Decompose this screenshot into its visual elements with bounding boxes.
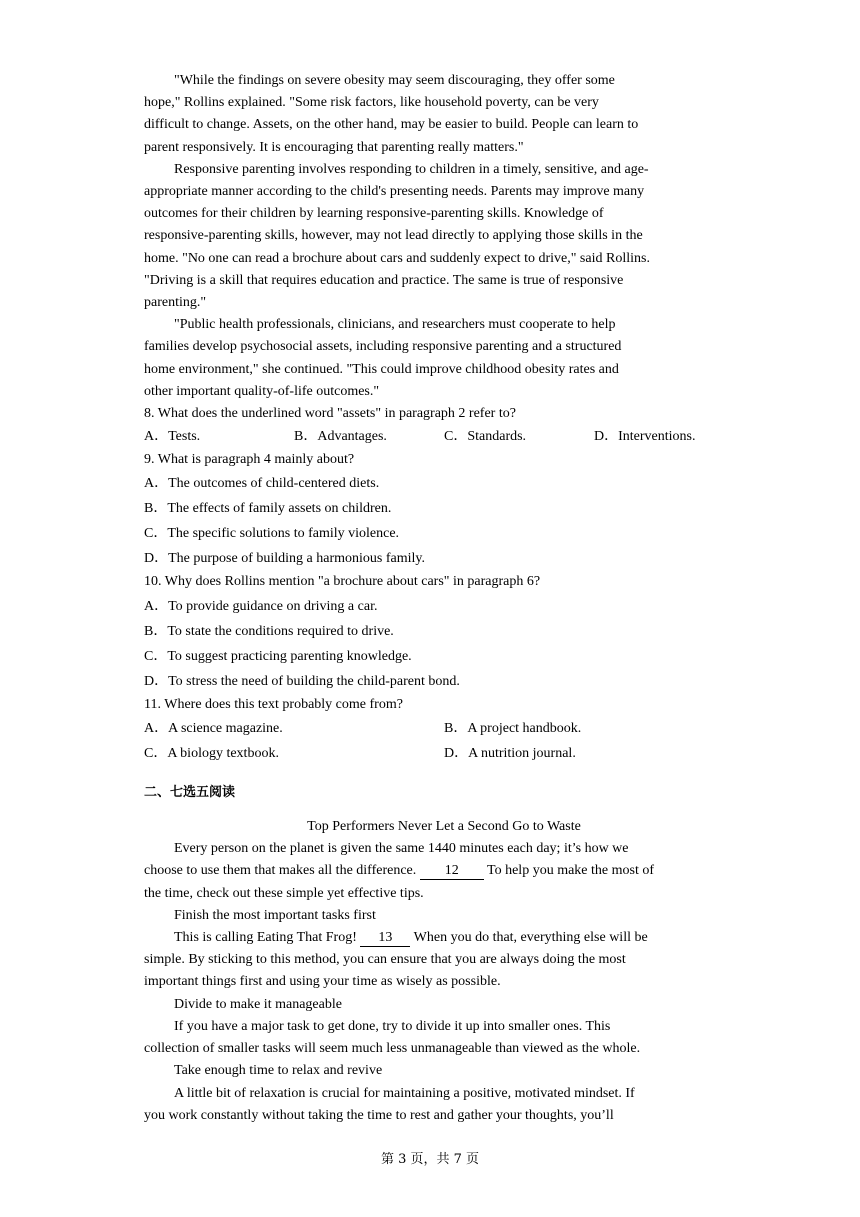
question-9-option-d[interactable]: D．The purpose of building a harmonious family. xyxy=(144,551,425,567)
question-8-option-a[interactable]: A．Tests. xyxy=(144,429,201,445)
passage-title: Top Performers Never Let a Second Go to Waste xyxy=(307,819,581,835)
question-9-option-a[interactable]: A．The outcomes of child-centered diets. xyxy=(144,476,380,492)
text-line: parent responsively. It is encouraging that parenting really matters." xyxy=(144,139,524,155)
text-line: you work constantly without taking the time to rest and gather your thoughts, you’ll xyxy=(144,1107,614,1123)
text-line: A little bit of relaxation is crucial for maintaining a positive, motivated mindset. If xyxy=(174,1085,635,1101)
passage-paragraph-3 xyxy=(144,1016,744,1060)
text-line: hope," Rollins explained. "Some risk factors, like household poverty, can be very xyxy=(144,95,599,111)
text-line: choose to use them that makes all the difference. 12 To help you make the most of xyxy=(144,863,655,879)
question-8-options xyxy=(144,425,744,449)
text-line: other important quality-of-life outcomes." xyxy=(144,383,380,399)
passage-paragraph-4 xyxy=(144,1083,744,1127)
paragraph-1 xyxy=(144,70,744,159)
text-line: "Driving is a skill that requires education and practice. The same is true of responsive xyxy=(144,272,624,288)
question-9-stem: 9. What is paragraph 4 mainly about? xyxy=(144,452,355,468)
question-8-stem: 8. What does the underlined word "assets" in paragraph 2 refer to? xyxy=(144,406,516,422)
page-footer: 第 3 页，共 7 页 xyxy=(380,1152,480,1167)
text-line: If you have a major task to get done, try to divide it up into smaller ones. This xyxy=(174,1018,611,1034)
subheading-3: Take enough time to relax and revive xyxy=(174,1063,383,1079)
question-10-option-d[interactable]: D．To stress the need of building the child-parent bond. xyxy=(144,673,460,689)
question-8-option-b[interactable]: B．Advantages. xyxy=(294,429,387,445)
text-line: "Public health professionals, clinicians, and researchers must cooperate to help xyxy=(174,317,616,333)
blank-13[interactable]: 13 xyxy=(360,930,410,947)
text-line: the time, check out these simple yet effective tips. xyxy=(144,885,424,901)
question-9-option-b[interactable]: B．The effects of family assets on children. xyxy=(144,501,392,517)
question-11-option-c[interactable]: C．A biology textbook. xyxy=(144,745,279,761)
text-line: "While the findings on severe obesity may seem discouraging, they offer some xyxy=(174,73,615,88)
blank-12[interactable]: 12 xyxy=(420,863,484,880)
text-line: collection of smaller tasks will seem much less unmanageable than viewed as the whole. xyxy=(144,1041,641,1057)
text-line: families develop psychosocial assets, including responsive parenting and a structured xyxy=(144,339,622,355)
text-line: This is calling Eating That Frog! 13 When you do that, everything else will be xyxy=(174,930,648,946)
text-line: Every person on the planet is given the same 1440 minutes each day; it’s how we xyxy=(174,841,629,857)
paragraph-3 xyxy=(144,314,744,403)
text-line: responsive-parenting skills, however, may not lead directly to applying those skills in the xyxy=(144,228,643,244)
text-line: home. "No one can read a brochure about cars and suddenly expect to drive," said Rollins. xyxy=(144,250,650,266)
question-8-option-d[interactable]: D．Interventions. xyxy=(594,429,696,445)
text-line: outcomes for their children by learning responsive-parenting skills. Knowledge of xyxy=(144,206,604,222)
subheading-2: Divide to make it manageable xyxy=(174,996,342,1012)
question-11-options-row-2 xyxy=(144,741,744,766)
question-8-option-c[interactable]: C．Standards. xyxy=(444,429,527,445)
question-9-option-c[interactable]: C．The specific solutions to family violence. xyxy=(144,526,400,542)
page-content xyxy=(144,70,744,1127)
question-11-stem: 11. Where does this text probably come from? xyxy=(144,696,403,712)
question-11-options-row-1 xyxy=(144,716,744,741)
question-10-stem: 10. Why does Rollins mention "a brochure about cars" in paragraph 6? xyxy=(144,574,541,590)
text-line: difficult to change. Assets, on the other hand, may be easier to build. People can learn to xyxy=(144,117,639,133)
question-10-option-c[interactable]: C．To suggest practicing parenting knowledge. xyxy=(144,648,412,664)
question-11-option-b[interactable]: B．A project handbook. xyxy=(444,720,582,736)
text-line: home environment," she continued. "This could improve childhood obesity rates and xyxy=(144,361,619,377)
text-line: important things first and using your time as wisely as possible. xyxy=(144,974,501,990)
text-line: appropriate manner according to the child's presenting needs. Parents may improve many xyxy=(144,184,645,200)
text-line: simple. By sticking to this method, you can ensure that you are always doing the most xyxy=(144,952,626,968)
passage-paragraph-2 xyxy=(144,927,744,994)
question-10-option-b[interactable]: B．To state the conditions required to drive. xyxy=(144,623,394,639)
question-10-option-a[interactable]: A．To provide guidance on driving a car. xyxy=(144,598,378,614)
section-heading: 二、七选五阅读 xyxy=(144,784,236,800)
question-11-option-d[interactable]: D．A nutrition journal. xyxy=(444,745,576,761)
question-11-option-a[interactable]: A．A science magazine. xyxy=(144,720,283,736)
text-line: Responsive parenting involves responding to children in a timely, sensitive, and age- xyxy=(174,161,649,177)
text-line: parenting." xyxy=(144,295,207,311)
paragraph-2 xyxy=(144,159,744,314)
subheading-1: Finish the most important tasks first xyxy=(174,907,376,923)
passage-paragraph-1 xyxy=(144,838,744,905)
